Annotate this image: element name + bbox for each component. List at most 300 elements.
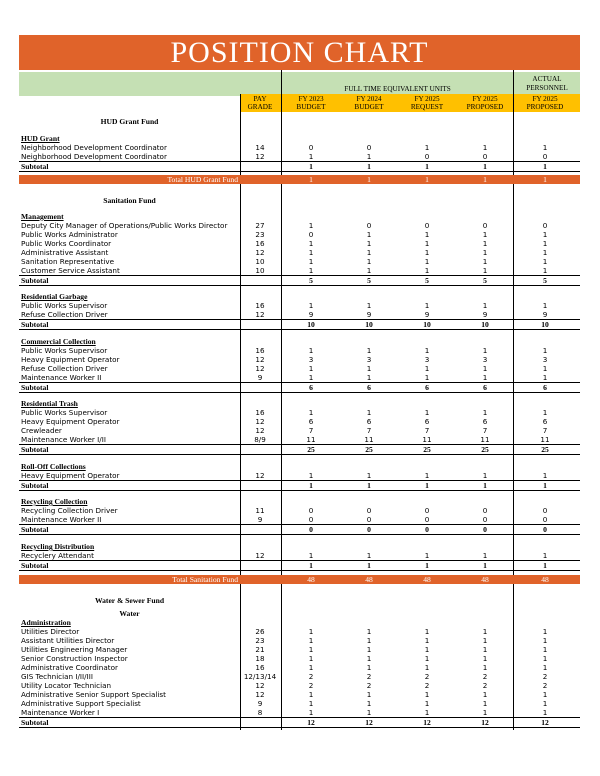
- pay-grade: 9: [257, 515, 263, 524]
- fte-value: 3: [308, 355, 314, 364]
- position-name: Refuse Collection Driver: [21, 310, 108, 319]
- subtotal-row: [19, 524, 580, 535]
- fte-value: 1: [482, 663, 488, 672]
- fte-value: 10: [365, 320, 373, 329]
- fte-value: 1: [482, 373, 488, 382]
- fte-value: 3: [542, 355, 548, 364]
- fte-value: 6: [309, 383, 313, 392]
- fte-value: 6: [482, 417, 488, 426]
- pay-grade: 12: [255, 426, 265, 435]
- fte-value: 0: [425, 525, 429, 534]
- fund-total-row: [19, 175, 580, 184]
- pay-grade: 12: [255, 417, 265, 426]
- fte-value: 2: [482, 672, 488, 681]
- pay-grade: 12: [255, 364, 265, 373]
- fund-heading: Sanitation Fund: [103, 196, 156, 205]
- fte-value: 1: [424, 301, 430, 310]
- position-name: Subtotal: [21, 383, 49, 392]
- position-name: Crewleader: [21, 426, 62, 435]
- fte-value: 3: [424, 355, 430, 364]
- fte-value: 1: [543, 481, 547, 490]
- fte-value: 7: [482, 426, 488, 435]
- position-name: Maintenance Worker II: [21, 515, 102, 524]
- fte-value: 1: [542, 645, 548, 654]
- fte-value: 1: [366, 645, 372, 654]
- fte-value: 1: [308, 257, 314, 266]
- table-row: [19, 506, 580, 515]
- position-name: Heavy Equipment Operator: [21, 471, 120, 480]
- column-header-line2: REQUEST: [410, 103, 444, 111]
- column-header-line2: PROPOSED: [466, 103, 504, 111]
- table-row: [19, 426, 580, 435]
- fte-value: 1: [308, 346, 314, 355]
- fte-value: 1: [424, 248, 430, 257]
- column-header-line1: PAY: [253, 95, 267, 103]
- fte-value: 0: [482, 506, 488, 515]
- section-name: Management: [21, 212, 64, 221]
- fte-value: 5: [483, 276, 487, 285]
- position-name: Heavy Equipment Operator: [21, 417, 120, 426]
- fte-value: 1: [424, 654, 430, 663]
- position-name: Maintenance Worker I/II: [21, 435, 106, 444]
- table-row: [19, 654, 580, 663]
- section-heading: [19, 337, 580, 346]
- position-name: Administrative Coordinator: [21, 663, 118, 672]
- fte-value: 1: [542, 408, 548, 417]
- fte-value: 1: [542, 364, 548, 373]
- fte-value: 1: [366, 230, 372, 239]
- pay-grade: 12: [255, 471, 265, 480]
- fte-value: 1: [366, 248, 372, 257]
- fte-value: 1: [366, 699, 372, 708]
- fte-value: 1: [308, 699, 314, 708]
- subtotal-row: [19, 275, 580, 286]
- fund-total-row: [19, 575, 580, 584]
- fte-value: 0: [309, 525, 313, 534]
- fte-value: 1: [308, 364, 314, 373]
- fte-value: 6: [425, 383, 429, 392]
- fte-value: 1: [309, 561, 313, 570]
- pay-grade: 26: [255, 627, 265, 636]
- column-header-line1: FY 2024: [356, 95, 382, 103]
- fte-value: 1: [308, 221, 314, 230]
- fte-value: 0: [308, 143, 314, 152]
- fte-value: 0: [366, 515, 372, 524]
- table-row: [19, 417, 580, 426]
- section-heading: [19, 462, 580, 471]
- fte-value: 1: [483, 561, 487, 570]
- fte-value: 0: [542, 515, 548, 524]
- position-name: Subtotal: [21, 718, 49, 727]
- column-header-line1: FY 2025: [532, 95, 558, 103]
- fte-value: 1: [542, 636, 548, 645]
- fund-heading: Water: [119, 609, 140, 618]
- fte-value: 1: [308, 690, 314, 699]
- fund-total-label: Total Sanitation Fund: [172, 575, 238, 584]
- fte-value: 1: [366, 551, 372, 560]
- section-heading: [19, 292, 580, 301]
- fte-value: 0: [482, 152, 488, 161]
- section-heading: [19, 497, 580, 506]
- fte-value: 1: [366, 373, 372, 382]
- fte-value: 1: [424, 636, 430, 645]
- fte-value: 1: [366, 690, 372, 699]
- section-name: Roll-Off Collections: [21, 462, 86, 471]
- subtotal-row: [19, 480, 580, 491]
- fte-value: 10: [307, 320, 315, 329]
- fte-value: 7: [542, 426, 548, 435]
- fund-total-value: 1: [543, 175, 547, 184]
- fte-value: 1: [425, 481, 429, 490]
- position-name: Assistant Utilities Director: [21, 636, 115, 645]
- personnel-label: PERSONNEL: [526, 84, 568, 92]
- fte-value: 1: [482, 408, 488, 417]
- fte-value: 1: [308, 471, 314, 480]
- position-name: Public Works Supervisor: [21, 301, 108, 310]
- fte-value: 1: [366, 708, 372, 717]
- position-name: Recyclery Attendant: [21, 551, 94, 560]
- table-row: [19, 257, 580, 266]
- fte-value: 1: [482, 257, 488, 266]
- fte-value: 0: [482, 221, 488, 230]
- section-heading: [19, 542, 580, 551]
- fte-value: 1: [482, 636, 488, 645]
- fte-value: 9: [366, 310, 372, 319]
- fte-value: 0: [482, 515, 488, 524]
- fte-label: FULL TIME EQUIVALENT UNITS: [344, 85, 451, 93]
- fte-value: 1: [308, 551, 314, 560]
- position-name: Heavy Equipment Operator: [21, 355, 120, 364]
- fte-value: 0: [366, 143, 372, 152]
- table-row: [19, 672, 580, 681]
- fte-value: 2: [482, 681, 488, 690]
- pay-grade: 12: [255, 310, 265, 319]
- fte-value: 12: [365, 718, 373, 727]
- position-name: Subtotal: [21, 276, 49, 285]
- fte-value: 5: [367, 276, 371, 285]
- fte-value: 2: [542, 681, 548, 690]
- table-row: [19, 699, 580, 708]
- position-name: Refuse Collection Driver: [21, 364, 108, 373]
- fte-value: 1: [424, 645, 430, 654]
- fund-total-value: 1: [309, 175, 313, 184]
- fte-value: 9: [542, 310, 548, 319]
- fte-value: 2: [424, 681, 430, 690]
- fte-value: 1: [367, 481, 371, 490]
- fte-value: 2: [424, 672, 430, 681]
- fte-value: 1: [424, 551, 430, 560]
- pay-grade: 9: [257, 699, 263, 708]
- fte-value: 1: [542, 301, 548, 310]
- section-heading: [19, 399, 580, 408]
- fte-value: 1: [366, 257, 372, 266]
- fte-value: 10: [423, 320, 431, 329]
- fund-total-value: 1: [425, 175, 429, 184]
- table-row: [19, 152, 580, 161]
- pay-grade: 14: [255, 143, 265, 152]
- table-row: [19, 408, 580, 417]
- position-name: Deputy City Manager of Operations/Public Works Director: [21, 221, 228, 230]
- fte-value: 1: [542, 663, 548, 672]
- fte-value: 1: [366, 301, 372, 310]
- fte-value: 1: [542, 257, 548, 266]
- table-row: [19, 690, 580, 699]
- fte-value: 1: [482, 690, 488, 699]
- fte-value: 1: [482, 248, 488, 257]
- fte-value: 7: [366, 426, 372, 435]
- position-name: Public Works Supervisor: [21, 408, 108, 417]
- fte-value: 1: [367, 162, 371, 171]
- fte-value: 1: [308, 636, 314, 645]
- actual-label: ACTUAL: [532, 75, 562, 83]
- fte-value: 1: [424, 690, 430, 699]
- section-heading: [19, 134, 580, 143]
- section-name: Recycling Collection: [21, 497, 88, 506]
- fte-value: 1: [366, 627, 372, 636]
- fte-value: 3: [366, 355, 372, 364]
- pay-grade: 27: [255, 221, 265, 230]
- table-row: [19, 143, 580, 152]
- position-name: Sanitation Representative: [21, 257, 115, 266]
- fte-value: 1: [483, 481, 487, 490]
- position-name: Utility Locator Technician: [21, 681, 112, 690]
- pay-grade: 21: [255, 645, 265, 654]
- fte-value: 2: [366, 681, 372, 690]
- fte-value: 1: [424, 471, 430, 480]
- position-name: Utilities Director: [21, 627, 80, 636]
- fte-value: 1: [309, 162, 313, 171]
- fte-value: 11: [540, 435, 550, 444]
- pay-grade: 12: [255, 681, 265, 690]
- fte-value: 2: [308, 672, 314, 681]
- pay-grade: 10: [255, 257, 265, 266]
- position-name: Subtotal: [21, 162, 49, 171]
- fte-value: 1: [366, 654, 372, 663]
- table-row: [19, 681, 580, 690]
- fte-value: 25: [481, 445, 489, 454]
- pay-grade: 12: [255, 551, 265, 560]
- fte-value: 9: [308, 310, 314, 319]
- fte-value: 0: [542, 221, 548, 230]
- section-name: Commercial Collection: [21, 337, 96, 346]
- fte-value: 25: [423, 445, 431, 454]
- fte-value: 0: [308, 515, 314, 524]
- pay-grade: 16: [255, 408, 265, 417]
- column-header-line1: FY 2023: [298, 95, 324, 103]
- fte-value: 1: [424, 143, 430, 152]
- fte-value: 11: [364, 435, 374, 444]
- fte-value: 1: [308, 645, 314, 654]
- pay-grade: 18: [255, 654, 265, 663]
- fund-heading: Water & Sewer Fund: [94, 596, 165, 605]
- pay-grade: 12/13/14: [243, 672, 277, 681]
- pay-grade: 9: [257, 373, 263, 382]
- fte-value: 1: [482, 471, 488, 480]
- subtotal-row: [19, 444, 580, 455]
- fte-value: 1: [424, 408, 430, 417]
- fte-value: 1: [366, 471, 372, 480]
- pay-grade: 11: [255, 506, 265, 515]
- fte-value: 1: [366, 408, 372, 417]
- position-name: Administrative Senior Support Specialist: [21, 690, 166, 699]
- fte-value: 10: [541, 320, 549, 329]
- fte-value: 0: [424, 515, 430, 524]
- table-row: [19, 221, 580, 230]
- table-row: [19, 364, 580, 373]
- fte-value: 1: [542, 627, 548, 636]
- pay-grade: 23: [255, 636, 265, 645]
- fte-value: 1: [542, 471, 548, 480]
- column-header-line2: PROPOSED: [526, 103, 564, 111]
- table-row: [19, 346, 580, 355]
- fte-value: 1: [482, 230, 488, 239]
- fte-value: 1: [543, 162, 547, 171]
- pay-grade: 16: [255, 663, 265, 672]
- fte-value: 1: [543, 561, 547, 570]
- fte-value: 2: [308, 681, 314, 690]
- fte-value: 9: [424, 310, 430, 319]
- fte-value: 11: [422, 435, 432, 444]
- position-name: Senior Construction Inspector: [21, 654, 128, 663]
- fte-value: 0: [366, 221, 372, 230]
- fte-value: 1: [542, 690, 548, 699]
- fte-value: 6: [424, 417, 430, 426]
- fte-value: 0: [542, 152, 548, 161]
- fte-value: 6: [366, 417, 372, 426]
- fte-value: 1: [308, 152, 314, 161]
- fte-value: 1: [366, 239, 372, 248]
- fte-value: 1: [366, 346, 372, 355]
- fund-total-label: Total HUD Grant Fund: [167, 175, 238, 184]
- position-name: Subtotal: [21, 525, 49, 534]
- fte-value: 1: [424, 230, 430, 239]
- fte-value: 6: [308, 417, 314, 426]
- fte-value: 1: [309, 481, 313, 490]
- position-name: GIS Technician I/II/III: [21, 672, 93, 681]
- fte-value: 7: [424, 426, 430, 435]
- fte-value: 0: [542, 506, 548, 515]
- fte-value: 1: [483, 162, 487, 171]
- section-name: Administration: [21, 618, 71, 627]
- section-heading: [19, 212, 580, 221]
- subtotal-row: [19, 382, 580, 393]
- position-name: Neighborhood Development Coordinator: [21, 143, 167, 152]
- table-row: [19, 551, 580, 560]
- table-row: [19, 355, 580, 364]
- fte-value: 1: [308, 627, 314, 636]
- fte-value: 0: [366, 506, 372, 515]
- table-row: [19, 239, 580, 248]
- pay-grade: 12: [255, 152, 265, 161]
- column-header-line2: BUDGET: [296, 103, 326, 111]
- fte-value: 1: [424, 257, 430, 266]
- fte-value: 1: [482, 364, 488, 373]
- fte-value: 12: [423, 718, 431, 727]
- position-name: Maintenance Worker II: [21, 373, 102, 382]
- fte-value: 0: [424, 506, 430, 515]
- fte-value: 1: [542, 373, 548, 382]
- fte-value: 12: [481, 718, 489, 727]
- fte-value: 1: [482, 551, 488, 560]
- fte-value: 1: [482, 143, 488, 152]
- fund-heading: HUD Grant Fund: [100, 117, 159, 126]
- fte-value: 1: [542, 239, 548, 248]
- fte-value: 1: [308, 248, 314, 257]
- fte-value: 6: [367, 383, 371, 392]
- fte-value: 1: [542, 708, 548, 717]
- table-row: [19, 310, 580, 319]
- fte-value: 1: [367, 561, 371, 570]
- fte-value: 1: [425, 561, 429, 570]
- pay-grade: 12: [255, 690, 265, 699]
- fte-value: 1: [366, 636, 372, 645]
- fte-value: 1: [366, 266, 372, 275]
- fte-value: 2: [542, 672, 548, 681]
- fte-value: 1: [542, 654, 548, 663]
- fte-value: 1: [542, 346, 548, 355]
- fte-value: 0: [308, 230, 314, 239]
- fte-value: 6: [543, 383, 547, 392]
- fte-value: 0: [424, 152, 430, 161]
- pay-grade: 12: [255, 248, 265, 257]
- table-row: [19, 663, 580, 672]
- fte-value: 1: [424, 239, 430, 248]
- fte-value: 1: [482, 627, 488, 636]
- fte-value: 5: [543, 276, 547, 285]
- section-heading: [19, 618, 580, 627]
- fte-value: 1: [482, 346, 488, 355]
- fte-value: 1: [366, 364, 372, 373]
- fte-value: 0: [543, 525, 547, 534]
- fte-value: 6: [542, 417, 548, 426]
- position-name: Subtotal: [21, 320, 49, 329]
- fte-value: 9: [482, 310, 488, 319]
- fte-value: 1: [542, 230, 548, 239]
- fte-value: 1: [424, 346, 430, 355]
- pay-grade: 12: [255, 355, 265, 364]
- fte-value: 1: [482, 266, 488, 275]
- position-name: Public Works Supervisor: [21, 346, 108, 355]
- fte-value: 5: [425, 276, 429, 285]
- fte-value: 1: [482, 301, 488, 310]
- fte-value: 1: [482, 708, 488, 717]
- fte-value: 0: [308, 506, 314, 515]
- section-name: Recycling Distribution: [21, 542, 95, 551]
- fte-value: 1: [424, 364, 430, 373]
- column-header-line2: GRADE: [247, 103, 273, 111]
- fte-value: 2: [366, 672, 372, 681]
- table-row: [19, 435, 580, 444]
- fund-total-value: 48: [541, 575, 549, 584]
- fte-value: 0: [483, 525, 487, 534]
- fund-total-value: 48: [307, 575, 315, 584]
- fte-value: 1: [542, 248, 548, 257]
- fte-value: 0: [424, 221, 430, 230]
- position-name: Utilities Engineering Manager: [21, 645, 128, 654]
- fte-value: 1: [542, 266, 548, 275]
- fte-value: 1: [308, 663, 314, 672]
- section-name: HUD Grant: [21, 134, 60, 143]
- fund-total-value: 48: [423, 575, 431, 584]
- fte-value: 3: [482, 355, 488, 364]
- section-name: Residential Garbage: [21, 292, 88, 301]
- position-name: Administrative Assistant: [21, 248, 109, 257]
- position-name: Maintenance Worker I: [21, 708, 100, 717]
- fund-total-value: 1: [483, 175, 487, 184]
- column-header-line1: FY 2025: [472, 95, 498, 103]
- fte-value: 1: [366, 152, 372, 161]
- fte-value: 7: [308, 426, 314, 435]
